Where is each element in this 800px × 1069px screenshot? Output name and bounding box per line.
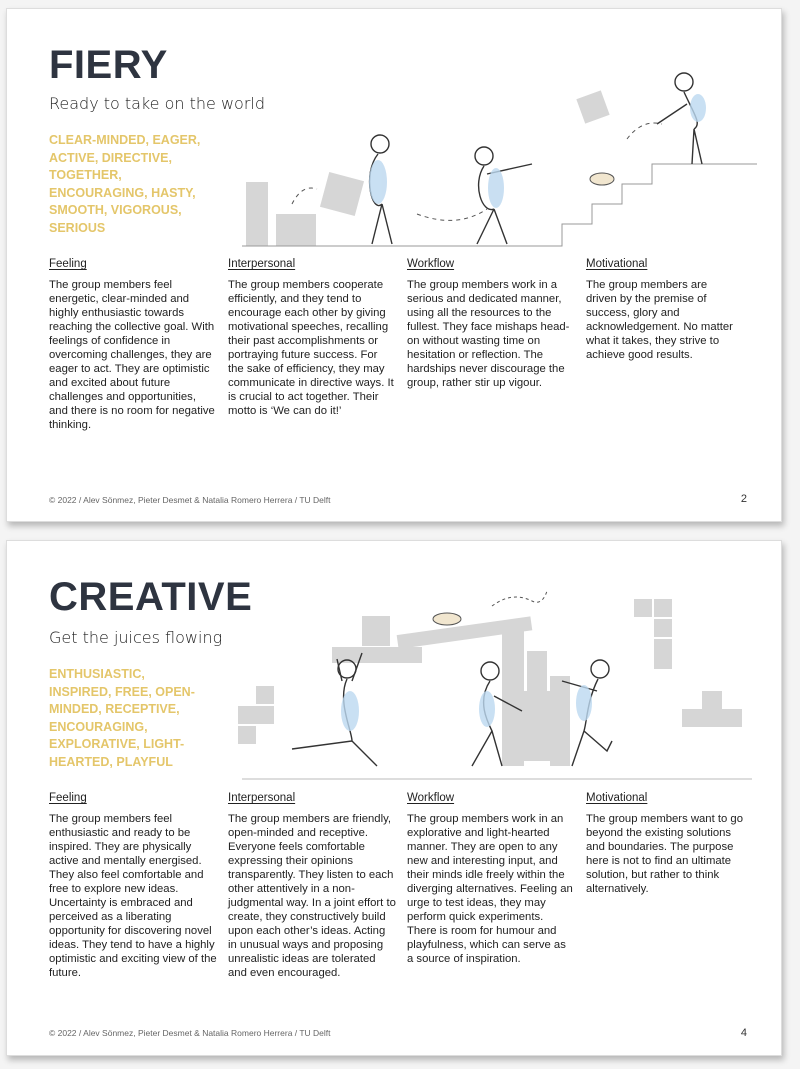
- column-heading: Workflow: [407, 792, 455, 804]
- footer-credits: © 2022 / Alev Sönmez, Pieter Desmet & Natalia Romero Herrera / TU Delft: [49, 495, 331, 505]
- column-heading: Motivational: [586, 258, 648, 270]
- column-heading: Feeling: [49, 258, 87, 270]
- fiery-illustration: [232, 64, 772, 249]
- column-feeling: [49, 257, 217, 432]
- slide-creative: [6, 540, 782, 1056]
- column-interpersonal: [228, 257, 396, 418]
- slide-title: CREATIVE: [49, 575, 253, 619]
- slide-fiery: [6, 8, 782, 522]
- column-text: The group members cooperate efficiently, and they tend to encourage each other by giving motivational speeches, recalling their past accomplishments or portraying future success. For the sake of efficiency, they may communicate in directive ways. It is crucial to act together. Their motto is ‘We can do it!’: [228, 279, 394, 417]
- slide-title: FIERY: [49, 43, 168, 87]
- column-heading: Feeling: [49, 792, 87, 804]
- column-workflow: [407, 257, 575, 390]
- column-heading: Motivational: [586, 792, 648, 804]
- page-number: 2: [740, 493, 747, 505]
- column-workflow: [407, 791, 575, 966]
- column-heading: Workflow: [407, 258, 455, 270]
- column-text: The group members feel enthusiastic and ready to be inspired. They are physically active and mentally energised. They also feel comfortable and free to explore new ideas. Uncertainty is embraced and perceived as a liberating opportunity for discovering novel ideas. They tend to have a highly optimistic and exciting view of the future.: [49, 813, 217, 979]
- column-text: The group members are friendly, open-minded and receptive. Everyone feels comfortable expressing their opinions transparently. They listen to each other attentively in a non-judgmental way. In a joint effort to create, they constructively build upon each other’s ideas. Acting in unusual ways and proposing unrealistic ideas are tolerated and even encouraged.: [228, 813, 396, 979]
- keywords: ENTHUSIASTIC, INSPIRED, FREE, OPEN-MINDED, RECEPTIVE, ENCOURAGING, EXPLORATIVE, LIGHT-HEARTED, PLAYFUL: [49, 667, 195, 769]
- column-motivational: [586, 257, 736, 362]
- column-heading: Interpersonal: [228, 792, 296, 804]
- page-number: 4: [740, 1027, 747, 1039]
- column-heading: Interpersonal: [228, 258, 296, 270]
- column-text: The group members work in an explorative and light-hearted manner. They are open to any new and interesting input, and their minds idle freely within the diverging alternatives. Feeling an urge to test ideas, they may perform quick experiments. There is room for humour and playfulness, which can serve as a source of inspiration.: [407, 813, 573, 965]
- slide-subtitle: Get the juices flowing: [49, 628, 223, 647]
- column-text: The group members work in a serious and dedicated manner, using all the resources to the fullest. They face mishaps head-on without wasting time on hesitation or reflection. The hardships never discourage the group, rather stir up vigour.: [407, 279, 570, 389]
- column-motivational: [586, 791, 746, 896]
- keywords: CLEAR-MINDED, EAGER, ACTIVE, DIRECTIVE, TOGETHER, ENCOURAGING, HASTY, SMOOTH, VIGOROUS, SERIOUS: [49, 133, 201, 235]
- slide-subtitle: Ready to take on the world: [49, 94, 266, 113]
- column-text: The group members want to go beyond the existing solutions and boundaries. The purpose here is not to find an ultimate solution, but rather to think alternatively.: [586, 813, 743, 895]
- column-text: The group members feel energetic, clear-minded and highly enthusiastic towards reaching the collective goal. With feelings of confidence in overcoming challenges, they are eager to act. They are optimistic and excited about future challenges and opportunities, and there is no room for negative thinking.: [49, 279, 215, 431]
- column-feeling: [49, 791, 217, 980]
- column-interpersonal: [228, 791, 396, 980]
- footer-credits: © 2022 / Alev Sönmez, Pieter Desmet & Natalia Romero Herrera / TU Delft: [49, 1028, 331, 1038]
- column-text: The group members are driven by the premise of success, glory and acknowledgement. No matter what it takes, they strive to achieve good results.: [586, 279, 733, 361]
- creative-illustration: [232, 581, 777, 781]
